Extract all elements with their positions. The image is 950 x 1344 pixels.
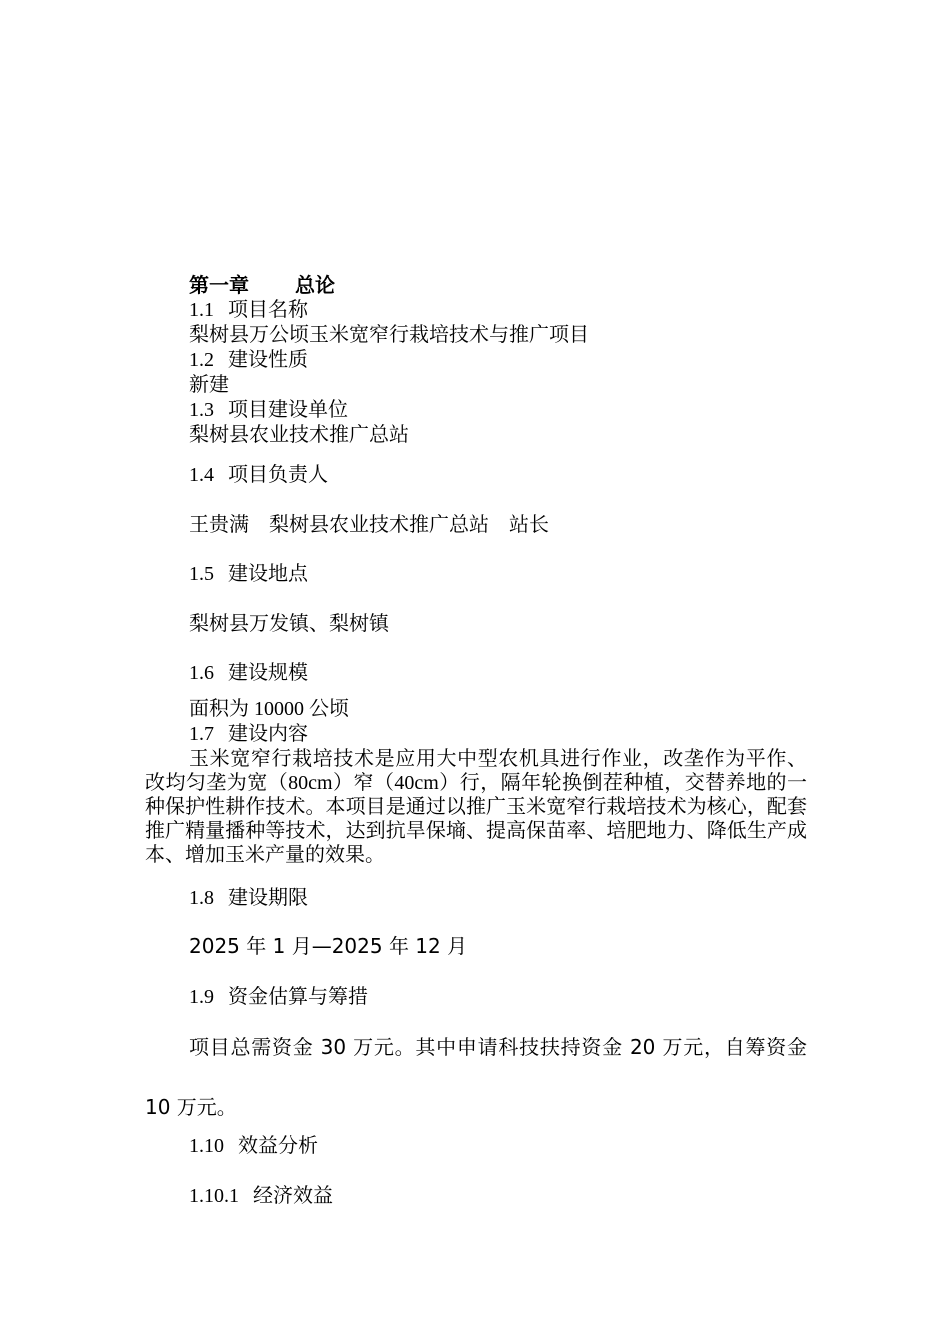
section-body-1-5: 梨树县万发镇、梨树镇 [189,611,389,635]
section-number: 1.8 [189,887,214,909]
section-title: 建设规模 [228,660,308,684]
section-number: 1.4 [189,464,214,486]
section-heading-1-2 [189,348,308,372]
section-number: 1.6 [189,662,214,684]
section-heading-1-5 [189,561,308,586]
section-body-1-3: 梨树县农业技术推广总站 [189,424,409,446]
section-heading-1-6 [189,660,308,685]
section-body-1-1: 梨树县万公顷玉米宽窄行栽培技术与推广项目 [189,324,589,346]
section-title: 效益分析 [238,1133,318,1157]
section-body-1-7: 玉米宽窄行栽培技术是应用大中型农机具进行作业，改垄作为平作、改均匀垄为宽（80cm）窄（40cm）行，隔年轮换倒茬种植，交替养地的一种保护性耕作技术。本项目是通过以推广玉米宽窄行栽培技术为核心，配套推广精量播种等技术，达到抗旱保墒、提高保苗率、培肥地力、降低生产成本、增加玉米产量的效果。 [145,748,807,866]
chapter-heading [189,273,335,297]
section-heading-1-7 [189,722,308,746]
section-number: 1.7 [189,723,214,745]
section-number: 1.1 [189,299,214,321]
section-number: 1.10 [189,1135,224,1157]
chapter-title: 总论 [295,273,335,297]
section-heading-1-8 [189,885,308,910]
section-body-1-9: 项目总需资金 30 万元。其中申请科技扶持资金 20 万元，自筹资金 10 万元。 [145,1035,807,1119]
section-body-1-6: 面积为 10000 公顷 [189,698,349,720]
section-heading-1-3 [189,398,348,422]
section-number: 1.2 [189,349,214,371]
section-heading-1-10 [189,1133,318,1158]
section-body-1-4: 王贵满 梨树县农业技术推广总站 站长 [189,512,549,536]
section-title: 项目名称 [228,299,308,321]
section-heading-1-10-1 [189,1183,333,1208]
section-body-1-8: 2025 年 1 月—2025 年 12 月 [189,934,468,958]
section-number: 1.9 [189,986,214,1008]
section-body-1-2: 新建 [189,374,229,396]
section-heading-1-4 [189,462,328,487]
section-title: 经济效益 [253,1183,333,1207]
section-heading-1-9 [189,984,368,1009]
section-number: 1.3 [189,399,214,421]
section-title: 建设内容 [228,723,308,745]
section-title: 项目建设单位 [228,399,348,421]
chapter-number: 第一章 [189,273,249,297]
section-number: 1.10.1 [189,1185,239,1207]
section-title: 建设期限 [228,885,308,909]
section-title: 资金估算与筹措 [228,984,368,1008]
section-title: 建设性质 [228,349,308,371]
section-title: 项目负责人 [228,462,328,486]
section-number: 1.5 [189,563,214,585]
section-heading-1-1 [189,298,308,322]
section-title: 建设地点 [228,561,308,585]
